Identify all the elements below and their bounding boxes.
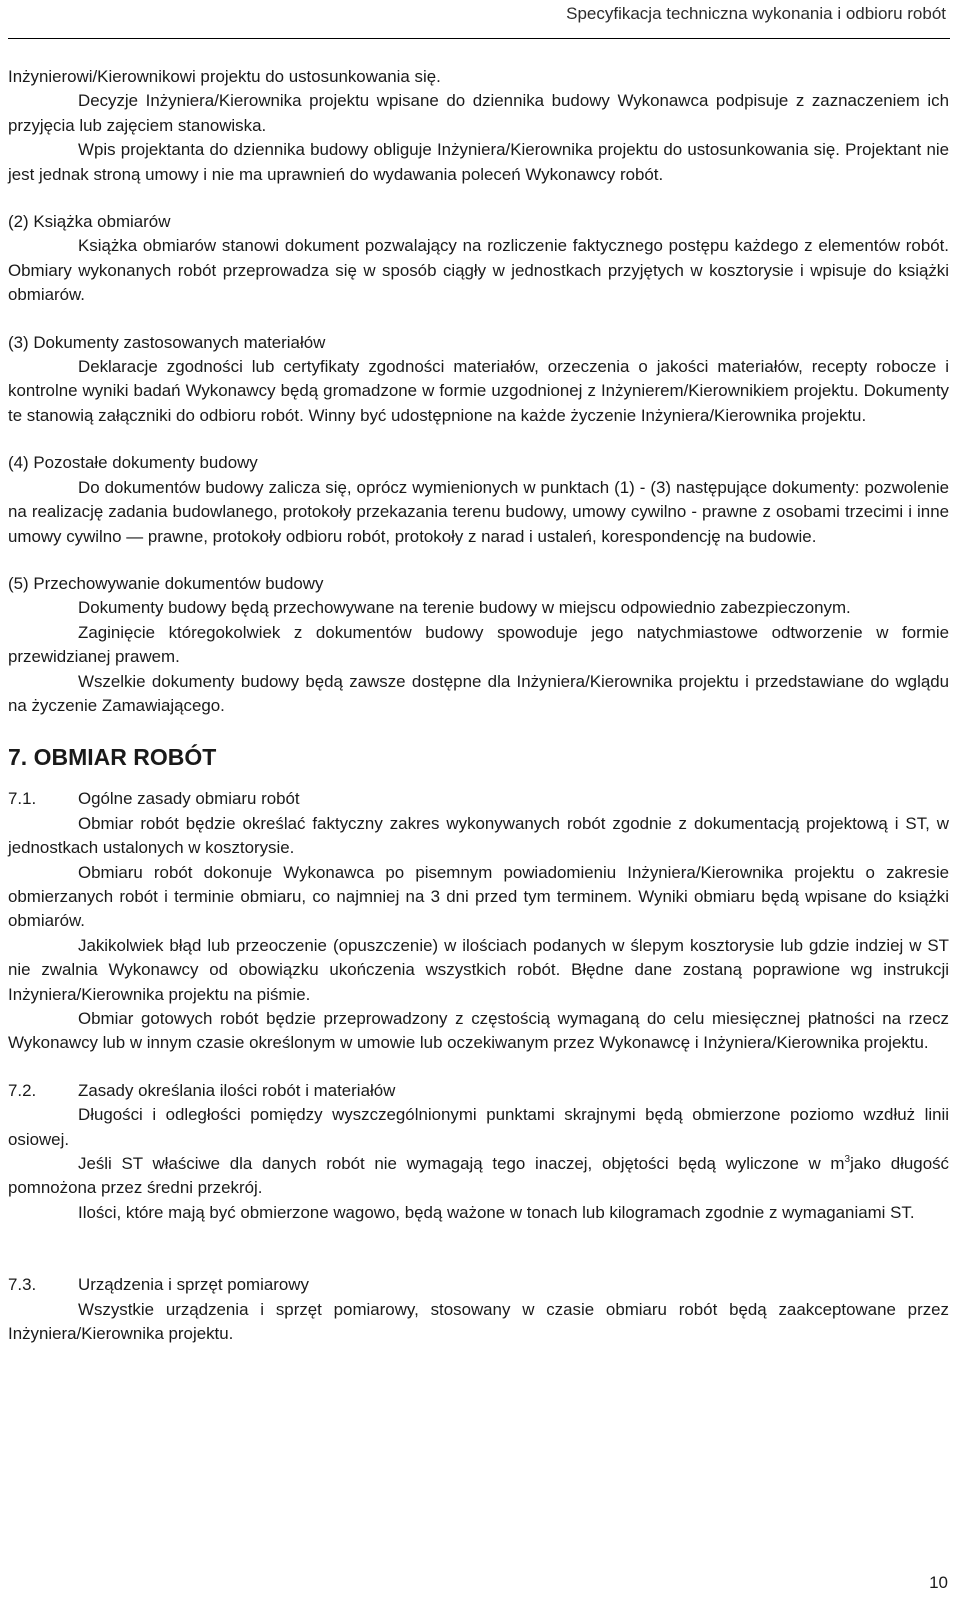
paragraph: Inżynierowi/Kierownikowi projektu do ustosunkowania się. [8, 67, 441, 86]
subsection-heading: (3) Dokumenty zastosowanych materiałów [8, 332, 326, 352]
section-title: 7. OBMIAR ROBÓT [8, 744, 217, 771]
paragraph-text: Jeśli ST właściwe dla danych robót nie wymagają tego inaczej, objętości będą wyliczone w m [78, 1154, 845, 1174]
paragraph [8, 1152, 949, 1201]
page-number: 10 [929, 1573, 948, 1592]
page-header: Specyfikacja techniczna wykonania i odbioru robót [566, 4, 946, 23]
paragraph: Ilości, które mają być obmierzone wagowo, będą ważone w tonach lub kilogramach zgodnie z wymaganiami ST. [78, 1202, 915, 1222]
document-body [8, 65, 949, 1346]
paragraph: Obmiaru robót dokonuje Wykonawca po pisemnym powiadomieniu Inżyniera/Kierownika projektu o zakresie obmierzanych robót i terminie obmiaru, co najmniej na 3 dni przed tym terminem. Wyniki obmiaru będą wpisane do książki obmiarów. [8, 862, 949, 931]
subsection-number: 7.3. [8, 1275, 37, 1295]
superscript: 3 [844, 1154, 851, 1166]
subsection-heading: (2) Książka obmiarów [8, 212, 171, 232]
subsection-number: 7.2. [8, 1080, 37, 1100]
header-rule [8, 38, 950, 39]
subsection-heading [8, 1273, 949, 1297]
paragraph: Do dokumentów budowy zalicza się, oprócz wymienionych w punktach (1) - (3) następujące dokumenty: pozwolenie na realizację zadania budowlanego, protokoły przekazania terenu budowy, umowy cywilno - prawne z osobami trzecimi i inne umowy cywilno — prawne, protokoły odbioru robót, protokoły z narad i ustaleń, korespondencję na budowie. [8, 477, 949, 546]
paragraph: Książka obmiarów stanowi dokument pozwalający na rozliczenie faktycznego postępu każdego z elementów robót. Obmiary wykonanych robót przeprowadza się w sposób ciągły w jednostkach przyjętych w kosztorysie i wpisuje do książki obmiarów. [8, 236, 949, 305]
paragraph: Obmiar robót będzie określać faktyczny zakres wykonywanych robót zgodnie z dokumentacją projektową i ST, w jednostkach ustalonych w kosztorysie. [8, 813, 949, 858]
paragraph: Decyzje Inżyniera/Kierownika projektu wpisane do dziennika budowy Wykonawca podpisuje z zaznaczeniem ich przyjęcia lub zajęciem stanowiska. [8, 91, 949, 135]
subsection-number: 7.1. [8, 789, 37, 809]
subsection-heading: (5) Przechowywanie dokumentów budowy [8, 573, 324, 593]
subsection-heading [8, 787, 949, 811]
paragraph: Wszelkie dokumenty budowy będą zawsze dostępne dla Inżyniera/Kierownika projektu i przedstawiane do wglądu na życzenie Zamawiającego. [8, 671, 949, 715]
subsection-title: Urządzenia i sprzęt pomiarowy [78, 1275, 309, 1295]
paragraph-text: jako długość pomnożona przez średni przekrój. [8, 1154, 949, 1198]
paragraph: Dokumenty budowy będą przechowywane na terenie budowy w miejscu odpowiednio zabezpieczonym. [78, 598, 851, 618]
paragraph: Zaginięcie któregokolwiek z dokumentów budowy spowoduje jego natychmiastowe odtworzenie w formie przewidzianej prawem. [8, 622, 949, 667]
subsection-title: Ogólne zasady obmiaru robót [78, 789, 300, 809]
subsection-heading: (4) Pozostałe dokumenty budowy [8, 453, 258, 473]
subsection-heading [8, 1079, 949, 1103]
paragraph: Długości i odległości pomiędzy wyszczególnionymi punktami skrajnymi będą obmierzone poziomo wzdłuż linii osiowej. [8, 1105, 949, 1149]
paragraph: Wpis projektanta do dziennika budowy obliguje Inżyniera/Kierownika projektu do ustosunkowania się. Projektant nie jest jednak stroną umowy i nie ma uprawnień do wydawania poleceń Wykonawcy robót. [8, 140, 949, 184]
paragraph: Wszystkie urządzenia i sprzęt pomiarowy, stosowany w czasie obmiaru robót będą zaakceptowane przez Inżyniera/Kierownika projektu. [8, 1299, 949, 1344]
paragraph: Obmiar gotowych robót będzie przeprowadzony z częstością wymaganą do celu miesięcznej płatności na rzecz Wykonawcy lub w innym czasie określonym w umowie lub oczekiwanym przez Wykonawcę i Inżyniera/Kierownika projektu. [8, 1009, 949, 1053]
paragraph: Jakikolwiek błąd lub przeoczenie (opuszczenie) w ilościach podanych w ślepym kosztorysie lub gdzie indziej w ST nie zwalnia Wykonawcy od obowiązku ukończenia wszystkich robót. Błędne dane zostaną poprawione wg instrukcji Inżyniera/Kierownika projektu na piśmie. [8, 935, 949, 1004]
subsection-title: Zasady określania ilości robót i materiałów [78, 1080, 396, 1100]
paragraph: Deklaracje zgodności lub certyfikaty zgodności materiałów, orzeczenia o jakości materiałów, recepty robocze i kontrolne wyniki badań Wykonawcy będą gromadzone w formie uzgodnionej z Inżynierem/Kierownikiem projektu. Dokumenty te stanowią załączniki do odbioru robót. Winny być udostępnione na każde życzenie Inżyniera/Kierownika projektu. [8, 357, 949, 425]
